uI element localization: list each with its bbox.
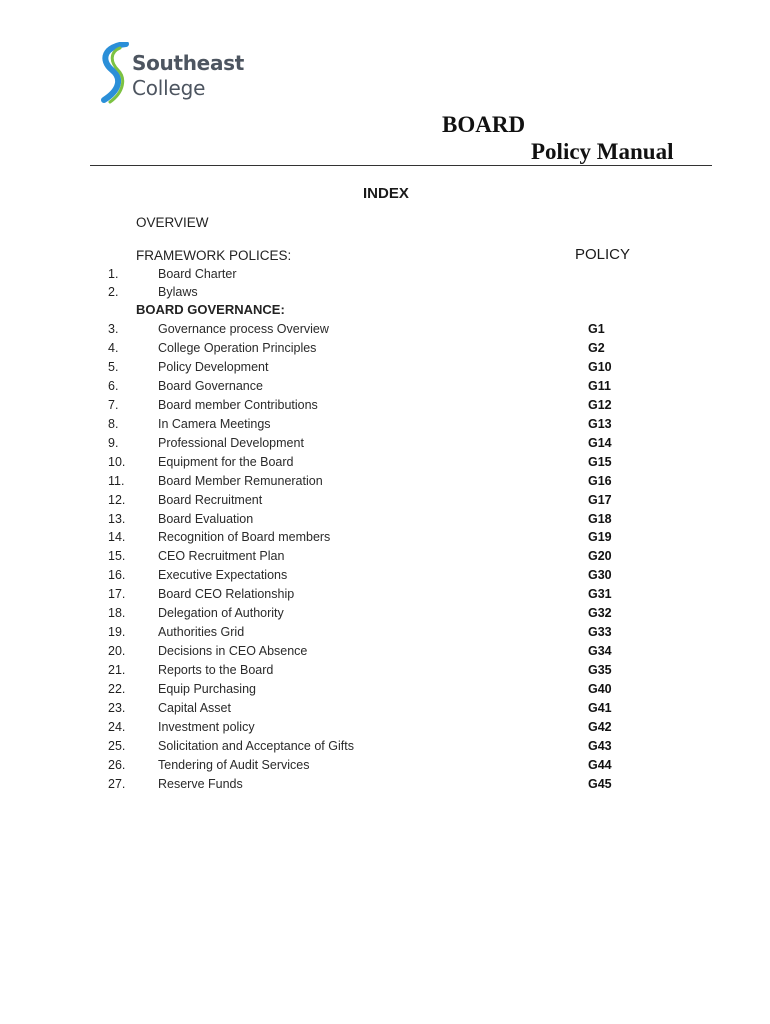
index-row-number: 15. xyxy=(108,549,126,564)
index-row-policy-code: G34 xyxy=(588,644,612,659)
index-row-title: Board Member Remuneration xyxy=(158,473,323,488)
index-row-policy-code: G12 xyxy=(588,397,612,412)
index-row-title: Board Charter xyxy=(158,267,237,281)
index-row xyxy=(0,360,770,378)
index-row-number: 4. xyxy=(108,340,119,355)
index-row-title: Governance process Overview xyxy=(158,322,329,336)
index-row-number: 21. xyxy=(108,663,126,678)
index-row-title: In Camera Meetings xyxy=(158,416,271,431)
index-row-policy-code: G44 xyxy=(588,757,612,772)
index-row xyxy=(0,549,770,567)
index-row-number: 25. xyxy=(108,738,126,753)
index-row-number: 8. xyxy=(108,416,119,431)
index-row-number: 3. xyxy=(108,322,119,336)
index-row-title: Professional Development xyxy=(158,435,304,450)
index-row xyxy=(0,341,770,359)
index-row-title: College Operation Principles xyxy=(158,340,317,355)
index-row-title: Board Recruitment xyxy=(158,492,263,507)
index-row-policy-code: G41 xyxy=(588,701,612,715)
index-row xyxy=(0,267,770,285)
index-row-title: Board Evaluation xyxy=(158,511,254,526)
index-row-number: 12. xyxy=(108,492,126,507)
index-row xyxy=(0,758,770,776)
index-row-number: 14. xyxy=(108,530,126,545)
index-row-title: Equipment for the Board xyxy=(158,454,294,469)
index-row xyxy=(0,587,770,605)
index-row-title: Recognition of Board members xyxy=(158,530,331,545)
index-row-policy-code: G42 xyxy=(588,719,612,734)
index-row-number: 26. xyxy=(108,757,126,772)
index-row xyxy=(0,625,770,643)
index-row-policy-code: G13 xyxy=(588,416,612,431)
index-row xyxy=(0,474,770,492)
index-row xyxy=(0,398,770,416)
index-row-title: Capital Asset xyxy=(158,701,231,715)
index-row-title: Delegation of Authority xyxy=(158,606,284,621)
policy-column-heading: POLICY xyxy=(575,246,631,263)
index-row-title: Board CEO Relationship xyxy=(158,587,295,602)
index-row-number: 20. xyxy=(108,644,126,659)
index-row-policy-code: G32 xyxy=(588,606,612,621)
index-row-title: Reserve Funds xyxy=(158,776,243,791)
index-row-number: 23. xyxy=(108,701,126,715)
index-row xyxy=(0,701,770,719)
index-row-policy-code: G16 xyxy=(588,473,612,488)
index-row-policy-code: G40 xyxy=(588,682,612,697)
index-row-title: Authorities Grid xyxy=(158,625,245,640)
index-row-policy-code: G2 xyxy=(588,340,605,355)
index-row-policy-code: G20 xyxy=(588,549,612,564)
index-row-number: 27. xyxy=(108,776,126,791)
index-row-title: Tendering of Audit Services xyxy=(158,757,310,772)
framework-policies-label: FRAMEWORK POLICES: xyxy=(136,248,292,263)
index-row-number: 13. xyxy=(108,511,126,526)
index-row-policy-code: G33 xyxy=(588,625,612,640)
index-row xyxy=(0,512,770,530)
index-row xyxy=(0,777,770,795)
index-row-title: Board Governance xyxy=(158,378,263,393)
document-title-policy-manual: Policy Manual xyxy=(531,139,674,164)
index-row-title: Bylaws xyxy=(158,285,198,299)
index-row-title: Investment policy xyxy=(158,719,255,734)
index-row xyxy=(0,285,770,303)
index-row-title: Solicitation and Acceptance of Gifts xyxy=(158,738,354,753)
index-row-policy-code: G31 xyxy=(588,587,612,602)
index-row-number: 11. xyxy=(108,473,125,488)
index-row-number: 17. xyxy=(108,587,126,602)
index-row-title: Board member Contributions xyxy=(158,397,318,412)
index-row-policy-code: G30 xyxy=(588,568,612,583)
index-row-number: 19. xyxy=(108,625,126,640)
index-row xyxy=(0,644,770,662)
index-heading: INDEX xyxy=(363,185,409,202)
header-divider xyxy=(90,165,712,166)
index-row-policy-code: G15 xyxy=(588,454,612,469)
index-row-policy-code: G19 xyxy=(588,530,612,545)
swoosh-logo-icon xyxy=(98,42,132,104)
index-row-policy-code: G10 xyxy=(588,359,612,374)
index-row-title: Decisions in CEO Absence xyxy=(158,644,308,659)
index-row xyxy=(0,417,770,435)
index-row xyxy=(0,530,770,548)
index-row-policy-code: G14 xyxy=(588,435,612,450)
index-row xyxy=(0,720,770,738)
index-row-number: 1. xyxy=(108,267,119,281)
index-row-policy-code: G1 xyxy=(588,322,605,336)
index-row-title: Reports to the Board xyxy=(158,663,274,678)
index-row-number: 10. xyxy=(108,454,126,469)
index-row xyxy=(0,436,770,454)
index-row-title: CEO Recruitment Plan xyxy=(158,549,285,564)
index-row-policy-code: G18 xyxy=(588,511,612,526)
index-row-number: 24. xyxy=(108,719,126,734)
index-row-number: 2. xyxy=(108,285,119,299)
index-row-title: Equip Purchasing xyxy=(158,682,256,697)
index-row xyxy=(0,606,770,624)
index-row-policy-code: G45 xyxy=(588,776,612,791)
index-row-number: 22. xyxy=(108,682,126,697)
index-row xyxy=(0,322,770,340)
index-row-policy-code: G35 xyxy=(588,663,612,678)
index-row-policy-code: G43 xyxy=(588,738,612,753)
logo-text-southeast: Southeast xyxy=(132,51,245,75)
index-row-number: 16. xyxy=(108,568,126,583)
index-row xyxy=(0,493,770,511)
index-row xyxy=(0,568,770,586)
index-row-number: 6. xyxy=(108,378,119,393)
index-row xyxy=(0,682,770,700)
index-row-policy-code: G11 xyxy=(588,378,611,393)
index-row-title: Executive Expectations xyxy=(158,568,288,583)
logo-text-college: College xyxy=(132,76,206,100)
index-row xyxy=(0,455,770,473)
index-row-number: 9. xyxy=(108,435,119,450)
index-row-number: 5. xyxy=(108,359,119,374)
index-row-number: 7. xyxy=(108,397,119,412)
index-row xyxy=(0,739,770,757)
index-row-policy-code: G17 xyxy=(588,492,612,507)
overview-label: OVERVIEW xyxy=(136,215,209,230)
board-governance-label: BOARD GOVERNANCE: xyxy=(136,302,285,317)
index-row-title: Policy Development xyxy=(158,359,269,374)
index-row xyxy=(0,663,770,681)
index-row xyxy=(0,379,770,397)
index-row-number: 18. xyxy=(108,606,126,621)
document-title-board: BOARD xyxy=(442,112,526,137)
